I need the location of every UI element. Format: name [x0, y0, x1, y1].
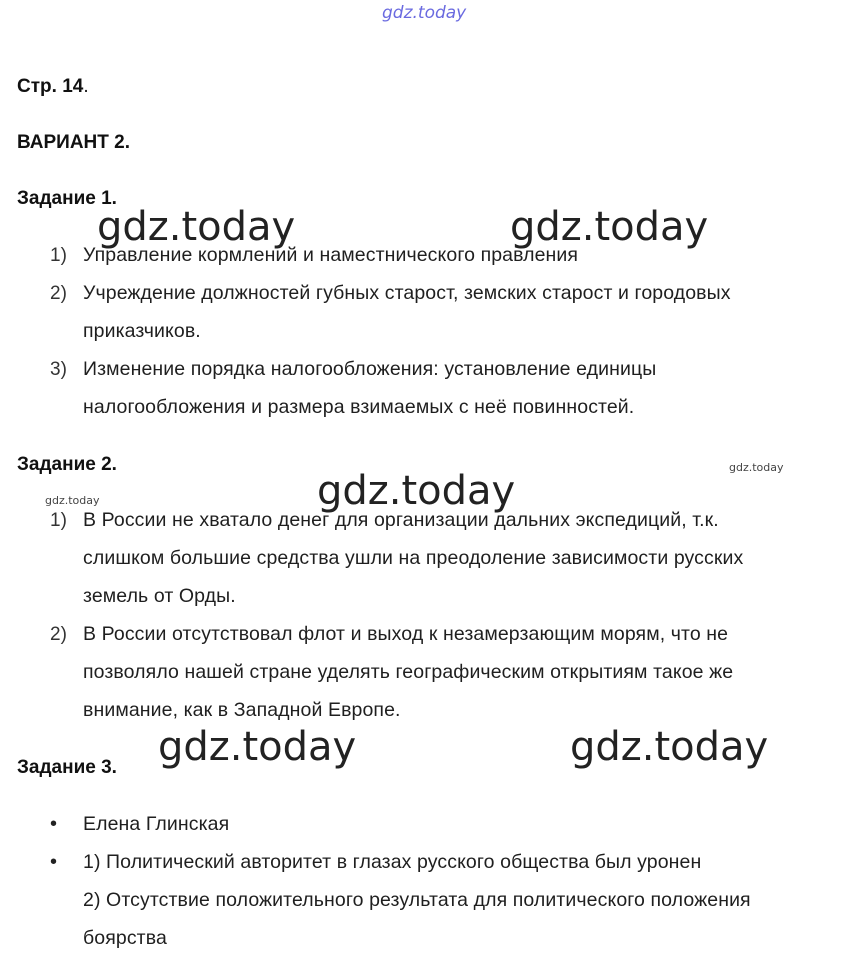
- watermark-top: gdz.today: [382, 3, 467, 23]
- task2-item-1-line-3: земель от Орды.: [83, 585, 236, 607]
- watermark: gdz.today: [317, 468, 516, 514]
- page-ref-text: Стр. 14: [17, 76, 84, 97]
- task1-item-1-line-1: Управление кормлений и наместнического правления: [83, 244, 579, 266]
- task2-item-2-number: 2): [50, 624, 67, 645]
- watermark: gdz.today: [729, 461, 784, 474]
- bullet-icon: •: [50, 851, 58, 873]
- task1-item-2-line-1: Учреждение должностей губных старост, земских старост и городовых: [83, 282, 731, 304]
- variant-heading: ВАРИАНТ 2.: [17, 132, 130, 153]
- task2-item-1-line-1: В России не хватало денег для организации дальних экспедиций, т.к.: [83, 509, 719, 531]
- task3-bullet-1-line-1: Елена Глинская: [83, 813, 230, 835]
- task1-item-2-number: 2): [50, 283, 67, 304]
- task2-item-2-line-1: В России отсутствовал флот и выход к незамерзающим морям, что не: [83, 623, 729, 645]
- task2-item-1-line-2: слишком большие средства ушли на преодоление зависимости русских: [83, 547, 744, 569]
- watermark: gdz.today: [97, 204, 296, 250]
- task1-item-2-line-2: приказчиков.: [83, 320, 201, 342]
- task3-bullet-2-line-3: боярства: [83, 927, 167, 949]
- task3-bullet-2-line-1: 1) Политический авторитет в глазах русского общества был уронен: [83, 851, 702, 873]
- watermark: gdz.today: [45, 494, 100, 507]
- task2-item-2-line-2: позволяло нашей стране уделять географическим открытиям такое же: [83, 661, 734, 683]
- task2-title: Задание 2.: [17, 454, 117, 475]
- task2-item-1-number: 1): [50, 510, 67, 531]
- task1-item-1-number: 1): [50, 245, 67, 266]
- task1-item-3-line-1: Изменение порядка налогообложения: установление единицы: [83, 358, 657, 380]
- task1-item-3-number: 3): [50, 359, 67, 380]
- page-ref-dot: .: [83, 76, 89, 97]
- task1-item-3-line-2: налогообложения и размера взимаемых с неё повинностей.: [83, 396, 635, 418]
- watermark: gdz.today: [158, 724, 357, 770]
- watermark: gdz.today: [570, 724, 769, 770]
- task3-title: Задание 3.: [17, 757, 117, 778]
- task1-title: Задание 1.: [17, 188, 117, 209]
- page-ref: [17, 76, 89, 98]
- task2-item-2-line-3: внимание, как в Западной Европе.: [83, 699, 401, 721]
- task3-bullet-2-line-2: 2) Отсутствие положительного результата для политического положения: [83, 889, 751, 911]
- watermark: gdz.today: [510, 204, 709, 250]
- bullet-icon: •: [50, 813, 58, 835]
